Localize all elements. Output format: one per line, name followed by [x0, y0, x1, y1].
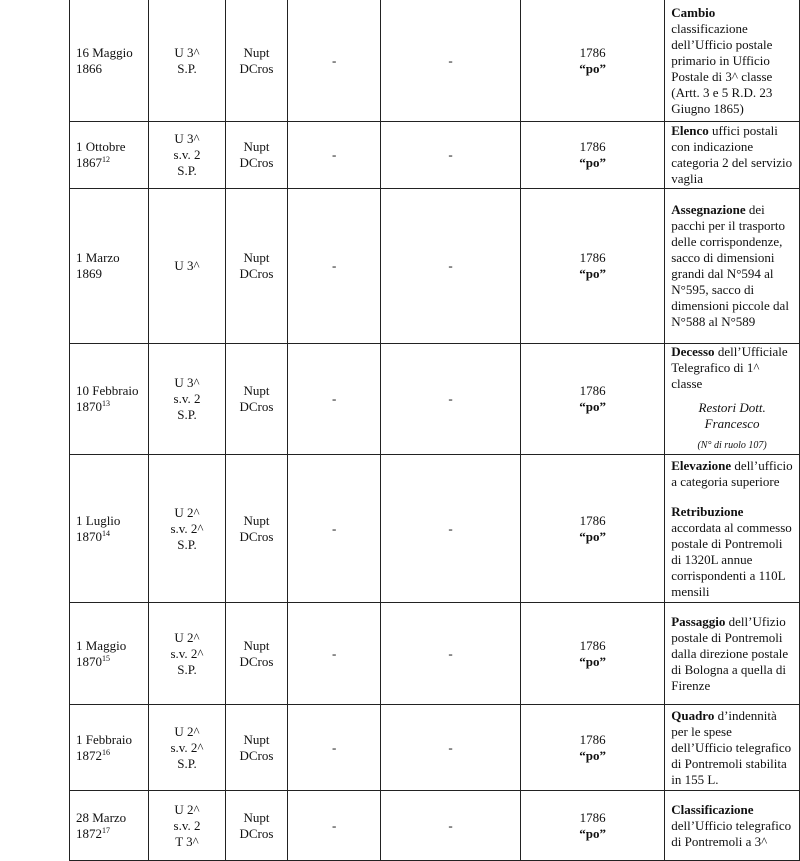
ufficio-line: s.v. 2 [173, 391, 201, 406]
date-text: 1 Ottobre [76, 139, 126, 154]
description-cell [665, 189, 800, 344]
description-cell [665, 344, 800, 455]
po-label: “po” [579, 528, 606, 544]
description-text: accordata al commesso postale di Pontremoli di 1320L annue corrispondenti a 110L mensili [671, 519, 792, 599]
date-text: 1872 [76, 747, 102, 763]
description-paragraph [671, 504, 792, 599]
sigla-line: DCros [239, 60, 274, 76]
date-cell [70, 455, 149, 603]
dash-cell [381, 344, 521, 455]
description-paragraph [671, 5, 772, 116]
dash-text: - [448, 520, 453, 536]
sigla-cell [225, 603, 287, 705]
ufficio-line: U 2^ [174, 629, 200, 645]
sigla-line: DCros [239, 528, 274, 544]
table-row [70, 791, 800, 861]
dash-cell [381, 122, 521, 189]
sigla-cell [225, 0, 287, 122]
dash-text: - [331, 520, 337, 536]
description-keyword: Elenco [671, 123, 709, 138]
description-keyword: Cambio [671, 4, 716, 20]
date-text: 1 Marzo [76, 250, 120, 265]
table-row [70, 0, 800, 122]
description-paragraph [671, 344, 787, 391]
dash-cell [288, 122, 381, 189]
date-line [76, 155, 142, 171]
date-line [76, 139, 142, 155]
sigla-line: Nupt [243, 383, 270, 398]
footnote-ref: 15 [102, 653, 110, 663]
number-cell [521, 603, 665, 705]
dash-text: - [331, 52, 337, 68]
date-cell [70, 189, 149, 344]
description-paragraph [671, 614, 788, 693]
sigla-line: DCros [239, 266, 274, 281]
po-label: “po” [579, 825, 606, 841]
ufficio-cell [149, 603, 226, 705]
dash-cell [381, 705, 521, 791]
date-line [76, 266, 142, 282]
number-text: 1786 [579, 383, 606, 398]
ufficio-cell [149, 705, 226, 791]
description-cell [665, 122, 800, 189]
table-row [70, 189, 800, 344]
ufficio-line: S.P. [177, 536, 197, 552]
description-text: d’indennità per le spese dell’Ufficio telegrafico di Pontremoli stabilita in 155 L. [671, 707, 792, 787]
table-row [70, 603, 800, 705]
dash-cell [288, 0, 381, 122]
dash-cell [381, 455, 521, 603]
register-body [70, 0, 800, 861]
table-row [70, 122, 800, 189]
sigla-line: Nupt [243, 512, 270, 528]
person-name: Restori Dott. Francesco [698, 400, 766, 431]
dash-text: - [331, 391, 337, 406]
date-text: 1 Luglio [76, 512, 121, 528]
date-line [76, 654, 142, 670]
dash-cell [288, 603, 381, 705]
ufficio-line: U 2^ [174, 801, 200, 817]
ufficio-line: U 3^ [174, 375, 200, 390]
date-text: 1872 [76, 825, 102, 841]
ufficio-line: U 3^ [174, 44, 200, 60]
date-text: 28 Marzo [76, 809, 127, 825]
ufficio-line: U 3^ [174, 258, 200, 273]
po-label: “po” [579, 747, 606, 763]
po-label: “po” [579, 155, 606, 170]
ufficio-line: s.v. 2 [173, 817, 201, 833]
footnote-ref: 17 [102, 825, 110, 835]
description-keyword: Assegnazione [671, 202, 746, 217]
sigla-cell [225, 344, 287, 455]
date-line [76, 513, 142, 529]
sigla-line: Nupt [243, 809, 270, 825]
number-text: 1786 [579, 250, 606, 265]
dash-text: - [448, 258, 453, 273]
dash-text: - [331, 258, 337, 273]
number-cell [521, 705, 665, 791]
ufficio-line: S.P. [177, 163, 197, 178]
description-text: dei pacchi per il trasporto delle corrispondenze, sacco di dimensioni grandi dal N°594 al N°595, sacco di dimensioni piccole dal N°588 al N°589 [671, 202, 789, 329]
dash-text: - [448, 739, 453, 755]
sigla-line: Nupt [243, 139, 270, 154]
ufficio-cell [149, 122, 226, 189]
date-line [76, 732, 142, 748]
date-text: 1 Maggio [76, 637, 127, 653]
date-line [76, 748, 142, 764]
number-text: 1786 [579, 512, 606, 528]
number-cell [521, 344, 665, 455]
sigla-line: Nupt [243, 44, 270, 60]
ufficio-cell [149, 791, 226, 861]
dash-text: - [331, 147, 337, 162]
number-cell [521, 122, 665, 189]
description-text: classificazione dell’Ufficio postale primario in Ufficio Postale di 3^ classe (Artt. 3 e 5 R.D. 23 Giugno 1865) [671, 20, 773, 116]
sigla-line: DCros [239, 155, 274, 170]
table-row [70, 455, 800, 603]
date-text: 10 Febbraio [76, 383, 139, 398]
dash-cell [381, 189, 521, 344]
ufficio-line: S.P. [177, 60, 197, 76]
po-label: “po” [579, 266, 606, 281]
description-text: dell’ufficio a categoria superiore [671, 457, 793, 489]
ufficio-line: S.P. [177, 661, 197, 677]
paragraph-gap [671, 490, 793, 504]
dash-text: - [448, 52, 453, 68]
ufficio-cell [149, 344, 226, 455]
date-text: 1870 [76, 528, 102, 544]
description-paragraph [671, 202, 789, 329]
date-line [76, 399, 142, 415]
ufficio-line: U 3^ [174, 131, 200, 146]
ufficio-line: S.P. [177, 755, 197, 771]
dash-text: - [331, 817, 337, 833]
ufficio-cell [149, 455, 226, 603]
description-cell [665, 791, 800, 861]
number-text: 1786 [579, 44, 606, 60]
description-paragraph [671, 802, 791, 849]
date-text: 1866 [76, 60, 102, 76]
footnote-ref: 12 [102, 155, 110, 164]
sigla-line: Nupt [243, 731, 270, 747]
sigla-line: DCros [239, 653, 274, 669]
table-row [70, 705, 800, 791]
dash-cell [381, 791, 521, 861]
description-text: dell’Ufficiale Telegrafico di 1^ classe [671, 344, 788, 391]
ufficio-line: s.v. 2^ [170, 739, 204, 755]
sigla-cell [225, 189, 287, 344]
sigla-line: DCros [239, 825, 274, 841]
date-line [76, 250, 142, 266]
sigla-cell [225, 455, 287, 603]
date-text: 1869 [76, 266, 102, 281]
dash-text: - [331, 739, 337, 755]
po-label: “po” [579, 399, 606, 414]
table-row [70, 344, 800, 455]
date-line [76, 45, 142, 61]
sigla-line: Nupt [243, 250, 270, 265]
footnote-ref: 14 [102, 528, 110, 538]
ruolo-note: (N° di ruolo 107) [697, 440, 767, 451]
description-keyword: Retribuzione [671, 503, 744, 519]
footnote-ref: 16 [102, 747, 110, 757]
ufficio-line: s.v. 2^ [170, 645, 204, 661]
description-cell [665, 455, 800, 603]
sigla-line: DCros [239, 747, 274, 763]
description-paragraph [671, 708, 791, 787]
sigla-cell [225, 791, 287, 861]
ufficio-line: U 2^ [174, 723, 200, 739]
date-cell [70, 603, 149, 705]
number-text: 1786 [579, 731, 606, 747]
description-cell [665, 705, 800, 791]
dash-cell [288, 791, 381, 861]
number-cell [521, 791, 665, 861]
dash-cell [288, 705, 381, 791]
date-cell [70, 791, 149, 861]
description-keyword: Classificazione [671, 801, 754, 817]
date-text: 1870 [76, 653, 102, 669]
dash-cell [381, 0, 521, 122]
date-cell [70, 705, 149, 791]
dash-cell [288, 344, 381, 455]
description-keyword: Passaggio [671, 613, 726, 629]
po-label: “po” [579, 653, 606, 669]
description-keyword: Decesso [671, 344, 715, 359]
dash-text: - [448, 817, 453, 833]
dash-cell [288, 189, 381, 344]
sigla-cell [225, 122, 287, 189]
date-text: 1870 [76, 399, 102, 414]
ufficio-cell [149, 189, 226, 344]
dash-text: - [448, 391, 453, 406]
ufficio-line: s.v. 2^ [170, 520, 204, 536]
number-text: 1786 [579, 637, 606, 653]
number-text: 1786 [579, 139, 606, 154]
date-line [76, 826, 142, 842]
description-text: uffici postali con indicazione categoria 2 del servizio vaglia [671, 123, 793, 186]
description-cell [665, 0, 800, 122]
ufficio-cell [149, 0, 226, 122]
date-line [76, 529, 142, 545]
number-cell [521, 189, 665, 344]
date-line [76, 383, 142, 399]
ufficio-line: T 3^ [175, 833, 199, 849]
date-cell [70, 122, 149, 189]
description-paragraph [671, 123, 792, 186]
description-paragraph [671, 458, 792, 489]
description-text: dell’Ufficio telegrafico di Pontremoli a 3^ [671, 817, 792, 849]
dash-text: - [448, 147, 453, 162]
description-cell [665, 603, 800, 705]
register-table [69, 0, 800, 861]
date-line [76, 61, 142, 77]
description-keyword: Elevazione [671, 457, 732, 473]
dash-text: - [448, 645, 453, 661]
date-text: 1867 [76, 155, 102, 170]
number-cell [521, 0, 665, 122]
sigla-line: Nupt [243, 637, 270, 653]
footnote-ref: 13 [102, 399, 110, 408]
dash-text: - [331, 645, 337, 661]
date-text: 16 Maggio [76, 44, 133, 60]
ufficio-line: s.v. 2 [173, 147, 201, 162]
date-text: 1 Febbraio [76, 731, 132, 747]
sigla-cell [225, 705, 287, 791]
date-line [76, 638, 142, 654]
ufficio-line: S.P. [177, 407, 197, 422]
date-cell [70, 344, 149, 455]
dash-cell [288, 455, 381, 603]
description-keyword: Quadro [671, 707, 715, 723]
ufficio-line: U 2^ [174, 504, 200, 520]
dash-cell [381, 603, 521, 705]
po-label: “po” [579, 60, 606, 76]
number-cell [521, 455, 665, 603]
date-cell [70, 0, 149, 122]
date-line [76, 810, 142, 826]
number-text: 1786 [579, 809, 606, 825]
sigla-line: DCros [239, 399, 274, 414]
description-text: dell’Ufizio postale di Pontremoli dalla direzione postale di Bologna a quella di Firenze [671, 613, 789, 693]
